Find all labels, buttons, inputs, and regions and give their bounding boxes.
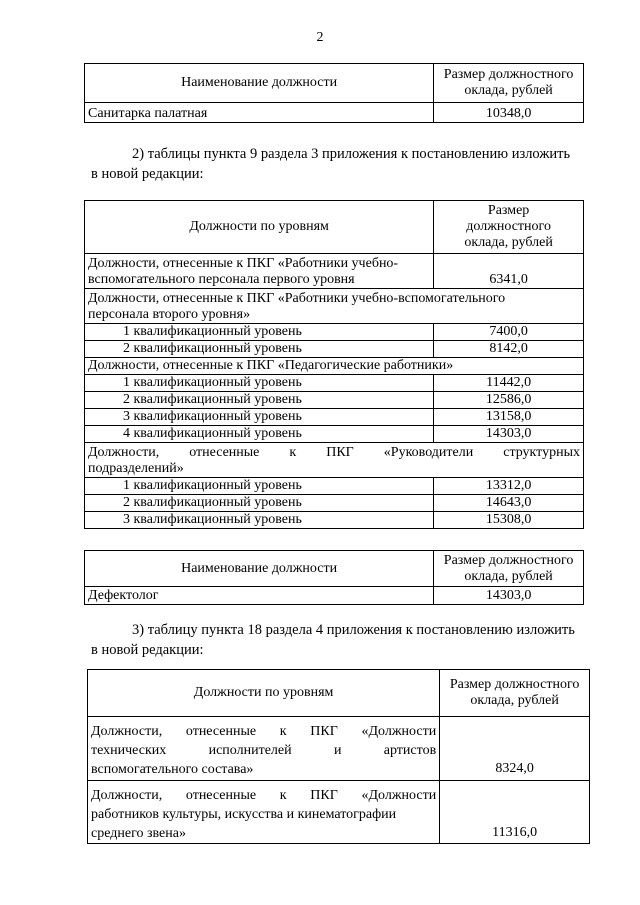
- table-row: [85, 587, 584, 605]
- header-salary: Размер должностного оклада, рублей: [434, 64, 584, 103]
- group-title: Должности, отнесенные к ПКГ «Работники учебно-вспомогательного персонала второго уровня»: [85, 289, 584, 324]
- table-row: [88, 717, 590, 781]
- level-name: 3 квалификационный уровень: [85, 409, 434, 426]
- level-name: 2 квалификационный уровень: [85, 495, 434, 512]
- salary-value: 6341,0: [434, 254, 584, 289]
- table-row: [85, 512, 584, 529]
- level-name: 1 квалификационный уровень: [85, 324, 434, 341]
- level-name: 1 квалификационный уровень: [85, 375, 434, 392]
- table-row: [85, 254, 584, 289]
- table-row: [85, 341, 584, 358]
- header-salary: Размер должностного оклада, рублей: [434, 201, 584, 254]
- table-row: [85, 358, 584, 375]
- salary-value: 13158,0: [434, 409, 584, 426]
- salary-value: 8324,0: [440, 717, 590, 781]
- table-row: [88, 781, 590, 844]
- salary-value: 13312,0: [434, 478, 584, 495]
- paragraph-2: 2) таблицы пункта 9 раздела 3 приложения к постановлению изложить в новой редакции:: [91, 146, 571, 182]
- table-row: [85, 495, 584, 512]
- level-name: 3 квалификационный уровень: [85, 512, 434, 529]
- salary-value: 14303,0: [434, 587, 584, 605]
- salary-value: 11316,0: [440, 781, 590, 844]
- level-name: 4 квалификационный уровень: [85, 426, 434, 443]
- header-salary: Размер должностного оклада, рублей: [434, 551, 584, 587]
- salary-value: 10348,0: [434, 103, 584, 123]
- salary-value: 15308,0: [434, 512, 584, 529]
- position-name: Санитарка палатная: [85, 103, 434, 123]
- level-name: 1 квалификационный уровень: [85, 478, 434, 495]
- salary-value: 14303,0: [434, 426, 584, 443]
- table-row: [85, 392, 584, 409]
- table-row: [85, 478, 584, 495]
- table-row: [85, 426, 584, 443]
- salary-value: 12586,0: [434, 392, 584, 409]
- level-name: 2 квалификационный уровень: [85, 341, 434, 358]
- salary-value: 8142,0: [434, 341, 584, 358]
- table-row: [85, 324, 584, 341]
- level-name: 2 квалификационный уровень: [85, 392, 434, 409]
- group-title: Должности, отнесенные к ПКГ «Должности работников культуры, искусства и кинематографии среднего звена»: [88, 781, 440, 844]
- header-position: Наименование должности: [85, 64, 434, 103]
- header-position: Наименование должности: [85, 551, 434, 587]
- header-levels: Должности по уровням: [85, 201, 434, 254]
- paragraph-3: 3) таблицу пункта 18 раздела 4 приложения к постановлению изложить в новой редакции:: [91, 622, 575, 658]
- header-salary: Размер должностного оклада, рублей: [440, 670, 590, 717]
- position-name: Дефектолог: [85, 587, 434, 605]
- group-title: Должности, отнесенные к ПКГ «Педагогические работники»: [85, 358, 584, 375]
- table-kultura: [87, 669, 590, 844]
- group-title: Должности, отнесенные к ПКГ «Работники учебно- вспомогательного персонала первого уровня: [85, 254, 434, 289]
- table-row: [85, 443, 584, 478]
- salary-value: 14643,0: [434, 495, 584, 512]
- salary-value: 11442,0: [434, 375, 584, 392]
- table-row: [85, 103, 584, 123]
- table-sanitarka: [84, 63, 584, 123]
- header-levels: Должности по уровням: [88, 670, 440, 717]
- group-title: Должности, отнесенные к ПКГ «Должности технических исполнителей и артистов вспомогательного состава»: [88, 717, 440, 781]
- table-defektolog: [84, 550, 584, 605]
- table-uchebno-vspomogatelny: [84, 200, 584, 529]
- table-row: [85, 375, 584, 392]
- table-row: [85, 409, 584, 426]
- group-title: Должности, отнесенные к ПКГ «Руководители структурных подразделений»: [85, 443, 584, 478]
- salary-value: 7400,0: [434, 324, 584, 341]
- page-number: 2: [316, 30, 324, 45]
- table-row: [85, 289, 584, 324]
